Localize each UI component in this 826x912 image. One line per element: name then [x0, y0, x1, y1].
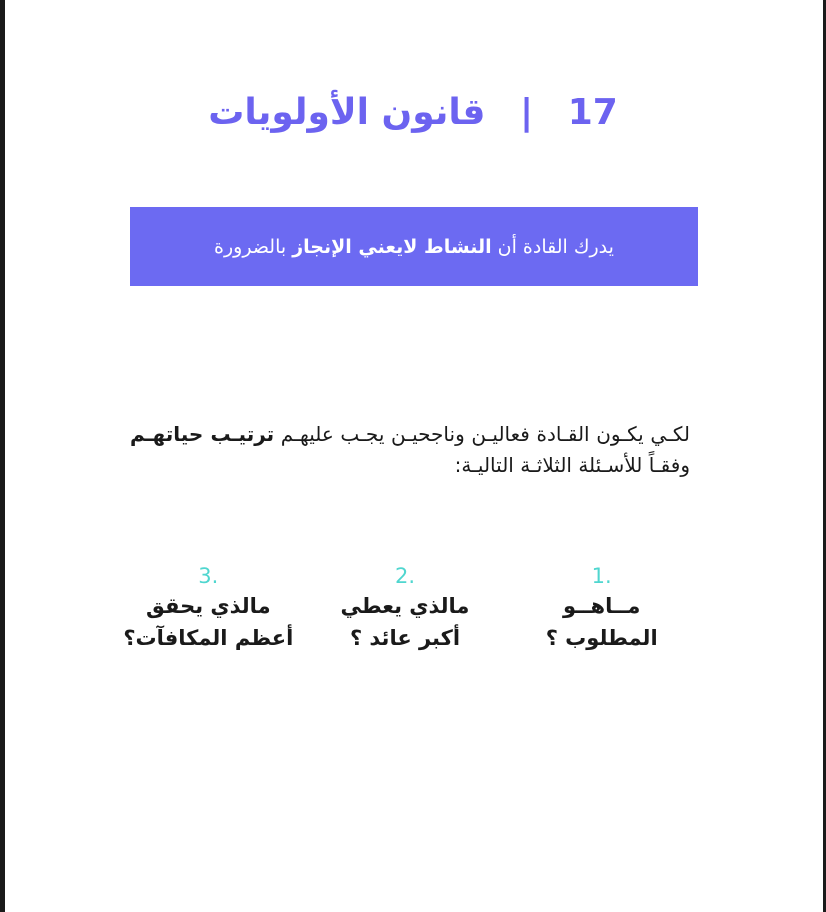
question-line-2: أكبر عائد ؟: [349, 626, 461, 650]
banner-text-start: يدرك القادة أن: [491, 235, 614, 258]
question-line-2: المطلوب ؟: [545, 626, 658, 650]
intro-paragraph: [130, 419, 690, 481]
question-number: .1: [591, 564, 612, 588]
banner-text-bold: النشاط لايعني الإنجاز: [292, 235, 492, 258]
question-number: .3: [198, 564, 219, 588]
question-item-1: [503, 562, 700, 654]
questions-list: [110, 562, 700, 654]
page-title: [0, 92, 826, 133]
banner-text-end: بالضرورة: [214, 235, 293, 258]
banner-text: [214, 236, 614, 258]
question-line-1: مالذي يعطي: [340, 594, 470, 618]
highlight-banner: [130, 207, 698, 286]
question-line-1: مــاهــو: [563, 594, 641, 618]
question-item-2: [307, 562, 504, 654]
question-line-1: مالذي يحقق: [146, 594, 271, 618]
question-number: .2: [394, 564, 416, 588]
page-edge-left: [0, 0, 5, 912]
question-item-3: [110, 562, 307, 654]
chapter-number: 17: [567, 92, 618, 133]
title-separator: |: [520, 92, 534, 133]
intro-text-end: وفقـاً للأسـئلة الثلاثـة التاليـة:: [454, 453, 690, 477]
chapter-title: قانون الأولويات: [208, 92, 486, 133]
intro-text-bold: ترتيـب حياتهـم: [130, 422, 275, 446]
question-line-2: أعظم المكافآت؟: [123, 626, 294, 650]
intro-text-start: لكـي يكـون القـادة فعاليـن وناجحيـن يجـب عليهـم: [274, 422, 690, 446]
